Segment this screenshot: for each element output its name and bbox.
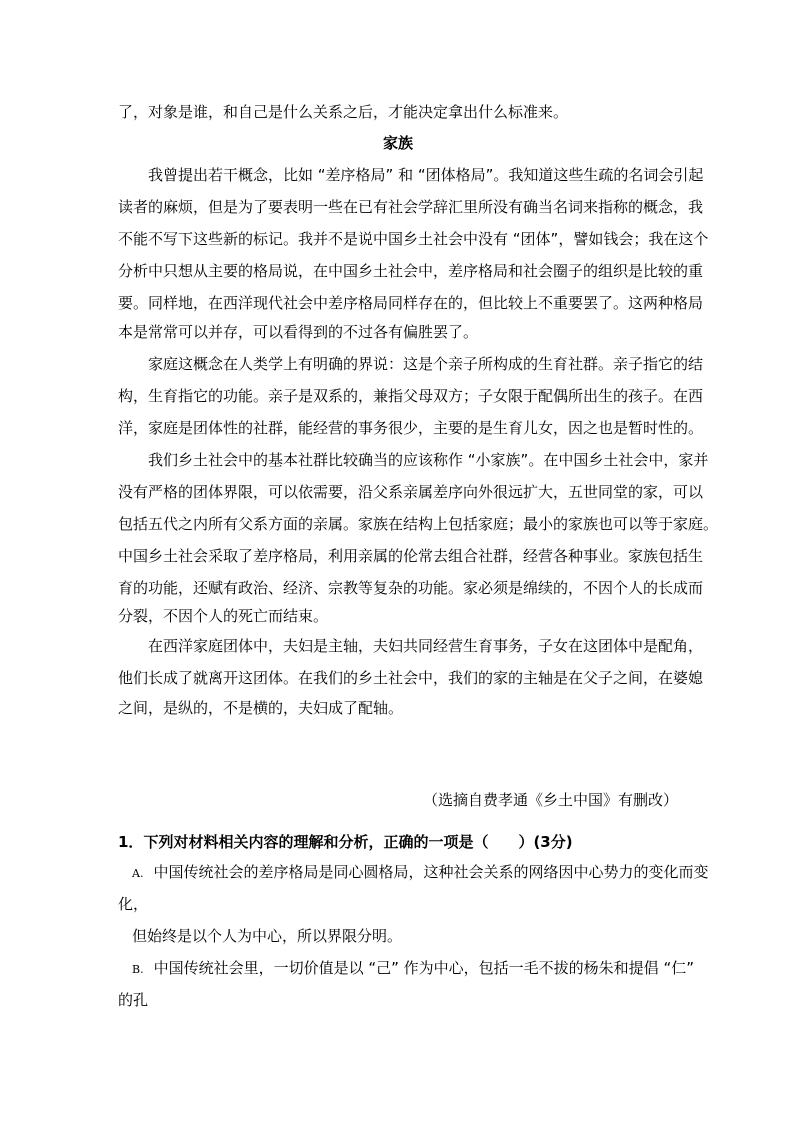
paragraph-line: 育的功能，还赋有政治、经济、宗教等复杂的功能。家必须是绵续的，不因个人的长成而 [118, 579, 704, 597]
question-number: 1． [118, 833, 144, 851]
paragraph-line: 在西洋家庭团体中，夫妇是主轴，夫妇共同经营生育事务，子女在这团体中是配角， [148, 637, 704, 655]
continuation-line: 了，对象是谁，和自己是什么关系之后，才能决定拿出什么标准来。 [118, 103, 569, 121]
paragraph-line: 他们长成了就离开这团体。在我们的乡土社会中，我们的家的主轴是在父子之间，在婆媳 [118, 669, 704, 687]
paragraph-line: 不能不写下这些新的标记。我并不是说中国乡土社会中没有 “团体”，譬如钱会；我在这个 [118, 230, 709, 248]
option-text: 中国传统社会的差序格局是同心圆格局，这种社会关系的网络因中心势力的变化而变 [153, 863, 709, 881]
paragraph-line: 我曾提出若干概念，比如 “差序格局” 和 “团体格局”。我知道这些生疏的名词会引起 [148, 166, 704, 184]
paragraph-line: 没有严格的团体界限，可以依需要，沿父系亲属差序向外很远扩大，五世同堂的家，可以 [118, 483, 704, 501]
option-a [132, 862, 709, 884]
source-attribution: （选摘自费孝通《乡土中国》有删改） [422, 791, 678, 809]
paragraph-line: 中国乡土社会采取了差序格局，利用亲属的伦常去组合社群，经营各种事业。家族包括生 [118, 547, 704, 565]
option-b [132, 958, 692, 980]
paragraph-line: 构，生育指它的功能。亲子是双系的，兼指父母双方；子女限于配偶所出生的孩子。在西 [118, 387, 704, 405]
question-text: 下列对材料相关内容的理解和分析，正确的一项是（ ）(3分) [143, 833, 573, 851]
paragraph-line: 洋，家庭是团体性的社群，能经营的事务很少，主要的是生育儿女，因之也是暂时性的。 [118, 419, 704, 437]
paragraph-line: 我们乡土社会中的基本社群比较确当的应该称作 “小家族”。在中国乡土社会中，家并 [148, 451, 709, 469]
question-stem [118, 832, 678, 852]
option-a-continued: 化， [118, 895, 149, 913]
option-letter: B. [132, 963, 144, 976]
paragraph-line: 之间，是纵的，不是横的，夫妇成了配轴。 [118, 699, 404, 717]
paragraph-line: 家庭这概念在人类学上有明确的界说：这是个亲子所构成的生育社群。亲子指它的结 [148, 355, 704, 373]
paragraph-line: 本是常常可以并存，可以看得到的不过各有偏胜罢了。 [118, 323, 479, 341]
paragraph-line: 要。同样地，在西洋现代社会中差序格局同样存在的，但比较上不重要罢了。这两种格局 [118, 294, 704, 312]
section-title: 家族 [382, 134, 413, 152]
paragraph-line: 读者的麻烦，但是为了要表明一些在已有社会学辞汇里所没有确当名词来指称的概念，我 [118, 198, 704, 216]
option-letter: A. [132, 867, 144, 880]
paragraph-line: 包括五代之内所有父系方面的亲属。家族在结构上包括家庭；最小的家族也可以等于家庭。 [118, 515, 719, 533]
paragraph-line: 分析中只想从主要的格局说，在中国乡土社会中，差序格局和社会圈子的组织是比较的重 [118, 262, 704, 280]
paragraph-line: 分裂，不因个人的死亡而结束。 [118, 607, 329, 625]
option-b-continued: 的孔 [118, 991, 149, 1009]
option-text: 中国传统社会里，一切价值是以 “己” 作为中心，包括一毛不拔的杨朱和提倡 “仁” [153, 959, 694, 977]
option-a-continued: 但始终是以个人为中心，所以界限分明。 [132, 927, 403, 945]
